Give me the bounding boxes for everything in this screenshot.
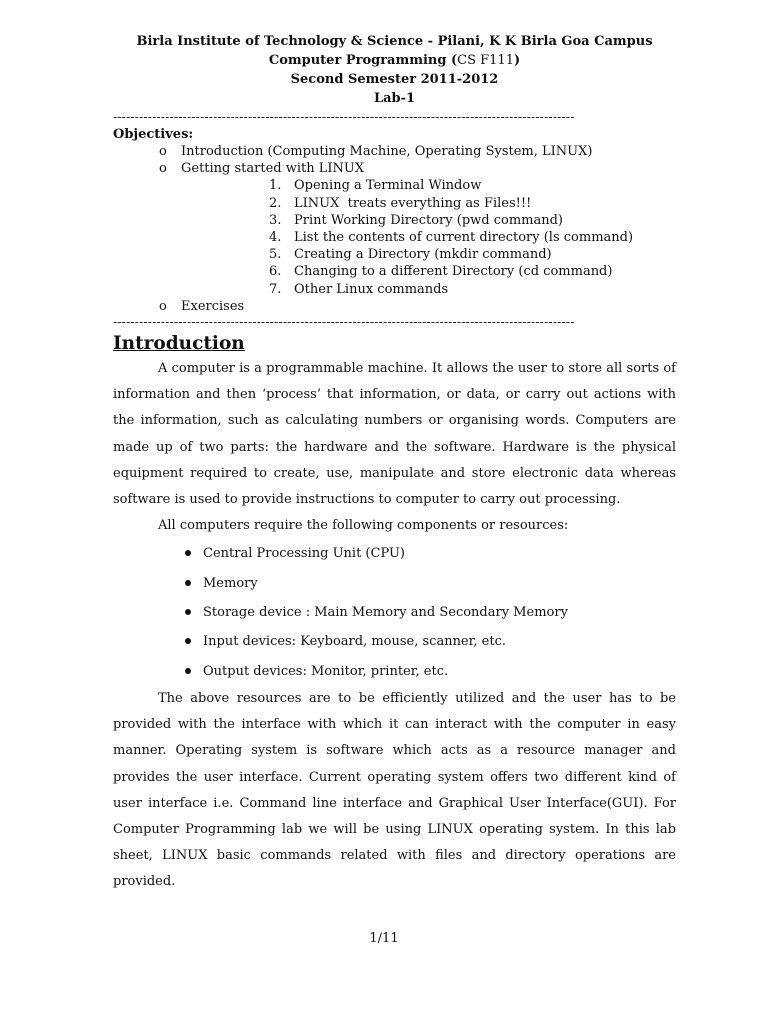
objectives-heading: Objectives: <box>113 127 194 142</box>
course-code: CS F111 <box>457 53 514 68</box>
bullet-dot-icon <box>185 609 191 615</box>
document-header <box>113 32 676 108</box>
sub-item: 3. Print Working Directory (pwd command) <box>269 212 563 228</box>
sub-item: 6. Changing to a different Directory (cd command) <box>269 264 613 280</box>
bullet-dot-icon <box>185 580 191 586</box>
circle-bullet-icon: o <box>159 144 167 159</box>
objective-sublist <box>181 177 676 297</box>
component-item: Memory <box>113 569 676 598</box>
circle-bullet-icon: o <box>159 161 167 177</box>
bullet-dot-icon <box>185 638 191 644</box>
component-item: Storage device : Main Memory and Secondary Memory <box>113 598 676 627</box>
objective-item: o Exercises <box>159 298 245 314</box>
sub-item: 5. Creating a Directory (mkdir command) <box>269 247 552 263</box>
divider-top: ---------------------------------------------------------------------------------------------------------- <box>113 110 575 124</box>
component-item: Output devices: Monitor, printer, etc. <box>113 657 676 686</box>
bullet-dot-icon <box>185 668 191 674</box>
component-item: Input devices: Keyboard, mouse, scanner, etc. <box>113 627 676 656</box>
sub-item: 7. Other Linux commands <box>269 281 449 297</box>
circle-bullet-icon: o <box>159 298 167 314</box>
semester-label: Second Semester 2011-2012 <box>290 72 499 87</box>
course-name: Computer Programming ( <box>268 53 458 68</box>
document-page <box>113 32 676 896</box>
objective-item: o Introduction (Computing Machine, Operating System, LINUX) <box>159 144 593 159</box>
intro-paragraph-1: A computer is a programmable machine. It allows the user to store all sorts of information and then ‘process’ that information, or data, or carry out actions with the information, such as calculating numbers or organising words. Computers are made up of two parts: the hardware and the software. Hardware is the physical equipment required to create, use, manipulate and store electronic data whereas software is used to provide instructions to computer to carry out processing. <box>113 361 676 508</box>
section-heading-introduction: Introduction <box>113 333 245 355</box>
sub-item: 4. List the contents of current directory (ls command) <box>269 230 634 246</box>
sub-item: 1. Opening a Terminal Window <box>269 178 482 194</box>
course-close: ) <box>513 53 521 68</box>
bullet-dot-icon <box>185 550 191 556</box>
intro-paragraph-2: All computers require the following components or resources: <box>158 518 569 534</box>
sub-item: 2. LINUX treats everything as Files!!! <box>269 195 532 211</box>
course-title <box>113 51 676 70</box>
divider-bottom: ---------------------------------------------------------------------------------------------------------- <box>113 315 575 330</box>
components-list <box>113 539 676 685</box>
objective-item: o Getting started with LINUX 1. Opening a Terminal Window 2. LINUX treats everything as Files!!! 3. Print Working Directory (pwd command) 4. List the contents of current directory (ls command) 5. Creating a Directory (mkdir command) 6. Changing to a different Directory (cd command) 7. Other Linux commands <box>113 160 676 298</box>
objectives-list <box>113 143 676 315</box>
intro-paragraph-3: The above resources are to be efficiently utilized and the user has to be provided with the interface with which it can interact with the computer in easy manner. Operating system is software which acts as a resource manager and provides the user interface. Current operating system offers two different kind of user interface i.e. Command line interface and Graphical User Interface(GUI). For Computer Programming lab we will be using LINUX operating system. In this lab sheet, LINUX basic commands related with files and directory operations are provided. <box>113 690 676 890</box>
lab-label: Lab-1 <box>373 91 416 106</box>
institute-name: Birla Institute of Technology & Science - Pilani, K K Birla Goa Campus <box>136 34 653 49</box>
page-number: 1/11 <box>369 931 399 946</box>
component-item: Central Processing Unit (CPU) <box>113 539 676 568</box>
